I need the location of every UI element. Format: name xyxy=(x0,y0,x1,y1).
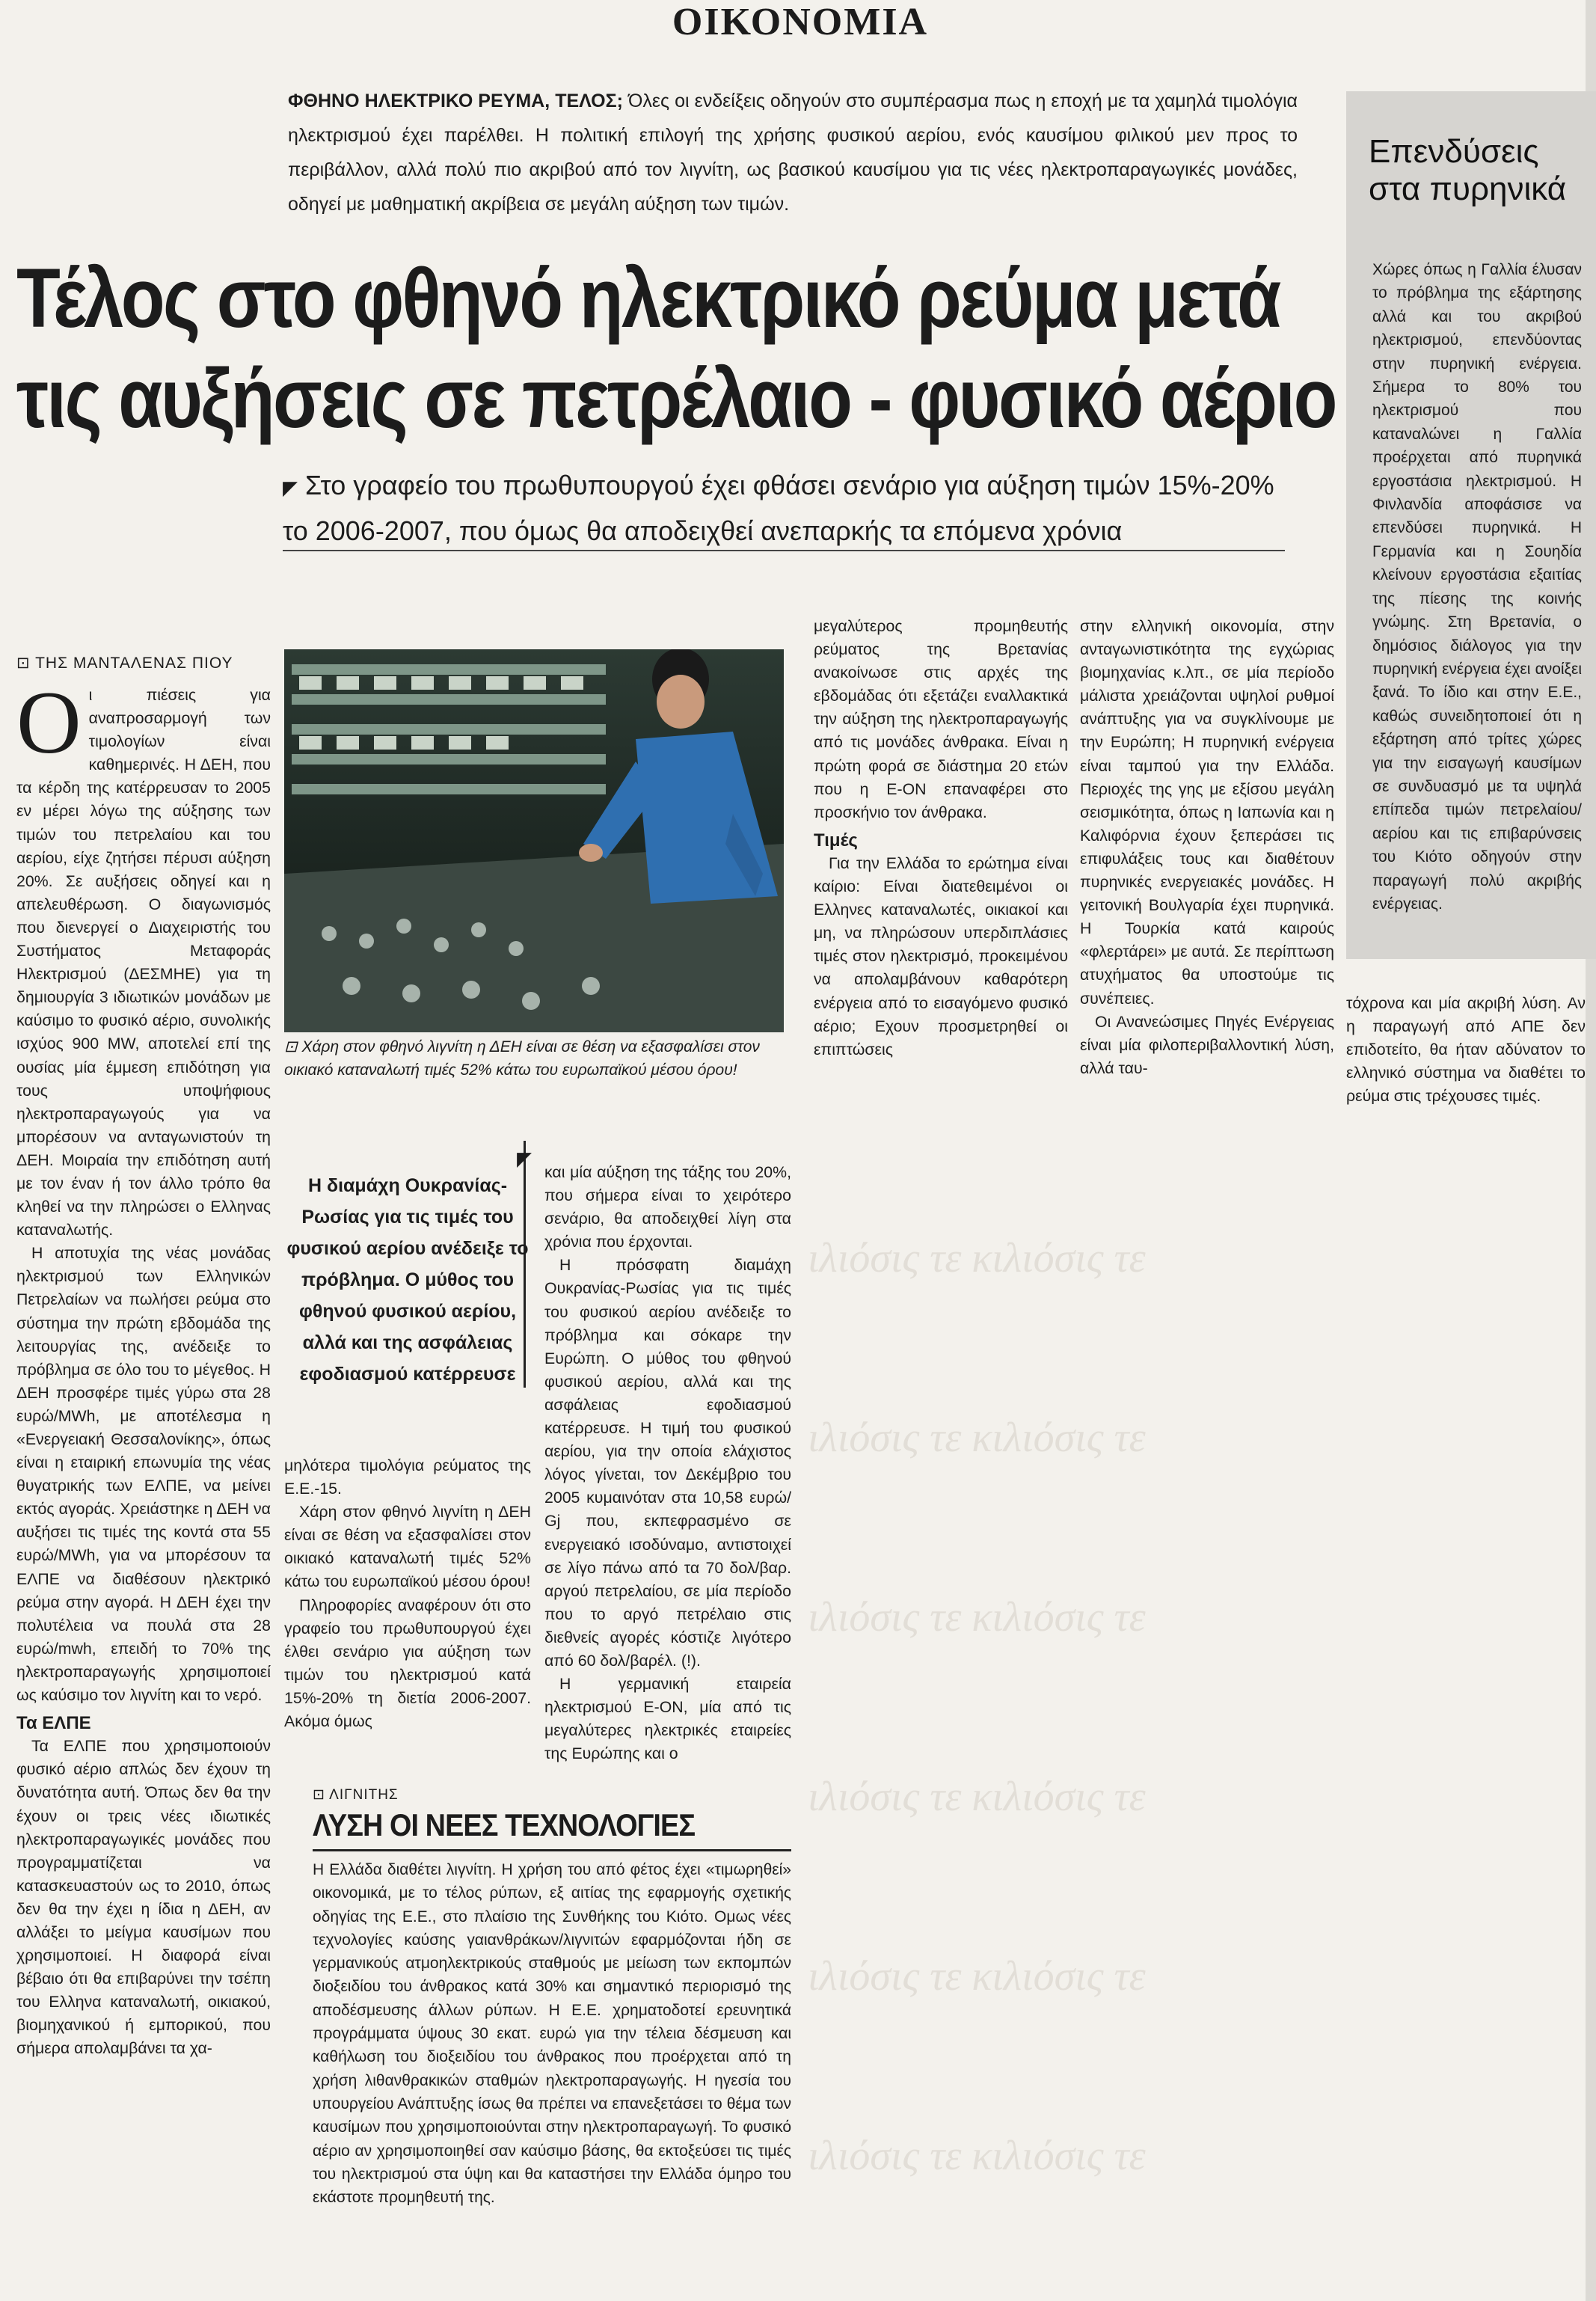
ghost-line-6: ιλιόσις τε κιλιόσις τε xyxy=(808,2133,1146,2179)
pullquote-text: Η διαμάχη Ουκρανίας-Ρωσίας για τις τιμές του φυσικού αερίου ανέδειξε το πρόβλημα. Ο μύθος του φθηνού φυσικού αερίου, αλλά και της ασφάλειας εφοδιασμού κατέρρευσε xyxy=(286,1175,529,1385)
col5-paragraph-1: στην ελληνική οικονομία, στην ανταγωνιστικότητα της εγχώριας βιομηχανίας κ.λπ., σε μία περίοδο μάλιστα χρειάζονται υψηλοί ρυθμοί ανάπτυξης για να συγκλίνουμε με την Ευρώπη; Η πυρηνική ενέργεια είναι ταμπού για την Ελλάδα. Περιοχές της γης με εξίσου μεγάλη σεισμικότητα, όπως η Ιαπωνία και η Καλιφόρνια έχουν ξεπεράσει τις επιφυλάξεις τους και διαθέτουν πυρηνικές ενεργειακές μονάδες. Η γειτονική Βουλγαρία έχει πυρηνικά. Η Τουρκία κατά καιρούς «φλερτάρει» με αυτά. Σε περίπτωση ατυχήματος θα υποστούμε τις συνέπειες. xyxy=(1080,617,1334,1008)
col4-paragraph-1: μεγαλύτερος προμηθευτής ρεύματος της Βρετανίας ανακοίνωσε στις αρχές της εβδομάδας ότι εξετάζει εναλλακτικά την αύξηση της ηλεκτροπαραγωγής από τις μονάδες άνθρακα. Είναι η πρώτη φορά σε διάστημα 20 ετών που η E-ON επαναφέρει στο προσκήνιο τον άνθρακα. xyxy=(814,617,1068,821)
lead-paragraph xyxy=(288,84,1298,221)
lead-text: Όλες οι ενδείξεις οδηγούν στο συμπέρασμα πως η εποχή με τα χαμηλά τιμολόγια ηλεκτρισμού έχει παρέλθει. Η πολιτική επιλογή της χρήσης φυσικού αερίου, ενός καυσίμου φιλικού μεν προς το περιβάλλον, αλλά πολύ πιο ακριβού από τον λιγνίτη, ως βασικού καυσίμου για τις νέες ηλεκτροπαραγωγικές μονάδες, οδηγεί με μαθηματική ακρίβεια σε μεγάλη αύξηση των τιμών. xyxy=(288,91,1298,215)
box-title: ΛΥΣΗ ΟΙ ΝΕΕΣ ΤΕΧΝΟΛΟΓΙΕΣ xyxy=(313,1807,696,1842)
section-label: ΟΙΚΟΝΟΜΙΑ xyxy=(672,1,929,43)
sidebar-body: Χώρες όπως η Γαλλία έλυσαν το πρόβλημα της εξάρτησης αλλά και του ακριβού ηλεκτρισμού, επενδύοντας στην πυρηνική ενέργεια. Σήμερα το 80% του ηλεκτρισμού που καταναλώνει η Γαλλία προέρχεται από πυρηνικά εργοστάσια ηλεκτρισμού. Η Φινλανδία αποφάσισε να επενδύσει πυρηνικά. Η Γερμανία και η Σουηδία κλείνουν εργοστάσια εξαιτίας της πίεσης της κοινής γνώμης. Στη Βρετανία, ο δημόσιος διάλογος για την πυρηνική ενέργεια έχει ανοίξει ξανά. Το ίδιο και στην Ε.Ε., καθώς συνειδητοποιεί ότι η εξάρτηση από τρίτες χώρες για την εισαγωγή καυσίμων σε συνδυασμό με τα υψηλά επίπεδα τιμών πετρελαίου/αερίου και τις επιβαρύνσεις του Κιότο οδηγούν στην παραγωγή πολύ ακριβής ενέργειας. xyxy=(1372,261,1582,913)
col6-paragraph-1: τόχρονα και μία ακριβή λύση. Αν η παραγωγή από ΑΠΕ δεν επιδοτείτο, θα ήταν αδύνατον το ελληνικό σύστημα να διαθέτει το ρεύμα στις τρέχουσες τιμές. xyxy=(1346,994,1586,1106)
photo-illustration xyxy=(284,649,784,1032)
lead-kicker: ΦΘΗΝΟ ΗΛΕΚΤΡΙΚΟ ΡΕΥΜΑ, ΤΕΛΟΣ; xyxy=(288,91,623,111)
col2-paragraph-3: Πληροφορίες αναφέρουν ότι στο γραφείο του πρωθυπουργού έχει έλθει σενάριο για αύξηση των τιμών του ηλεκτρισμού κατά 15%-20% τη διετία 2006-2007. Ακόμα όμως xyxy=(284,1596,531,1731)
box-body: Η Ελλάδα διαθέτει λιγνίτη. Η χρήση του από φέτος έχει «τιμωρηθεί» οικονομικά, με το τέλος ρύπων, εξ αιτίας της εφαρμογής σχετικής οδηγίας της Ε.Ε., στο πλαίσιο της Συνθήκης του Κιότο. Ομως νέες τεχνολογίες καύσης γαιανθράκων/λιγνιτών εφαρμόζονται ήδη σε γερμανικούς ατμοηλεκτρικούς σταθμούς με μείωση των εκπομπών διοξειδίου του άνθρακος κατά 30% και σημαντικό περιορισμό της αποδέσμευσης άλλων ρύπων. Η Ε.Ε. χρηματοδοτεί ερευνητικά προγράμματα ύψους 30 εκατ. ευρώ για την τέλεια δέσμευση και καθήλωση του διοξειδίου του άνθρακος που προέρχεται από τη χρήση λιθανθρακικών σταθμών ηλεκτροπαραγωγής. Η ηγεσία του υπουργείου Ανάπτυξης ίσως θα πρέπει να επανεξετάσει το θέμα των καυσίμων που χρησιμοποιούνται στην ηλεκτροπαραγωγή. Το φυσικό αέριο αν χρησιμοποιηθεί σαν καύσιμο βάσης, θα εκτοξεύσει τις τιμές του ηλεκτρισμού στα ύψη και θα καταστήσει την Ελλάδα όμηρο του εκάστοτε προμηθευτή της. xyxy=(313,1861,791,2207)
column-1 xyxy=(16,672,271,2061)
ghost-line-4: ιλιόσις τε κιλιόσις τε xyxy=(808,1774,1146,1820)
ghost-line-2: ιλιόσις τε κιλιόσις τε xyxy=(808,1415,1146,1461)
box-rule xyxy=(313,1849,791,1851)
box-label-text: ΛΙΓΝΙΤΗΣ xyxy=(329,1787,399,1803)
col3-paragraph-2: Η πρόσφατη διαμάχη Ουκρανίας-Ρωσίας για τις τιμές του φυσικού αερίου ανέδειξε το πρόβλημα και σόκαρε την Ευρώπη. Ο μύθος του φθηνού φυσικού αερίου, αλλά και της ασφάλειας εφοδιασμού κατέρρευσε. Η τιμή του φυσικού αερίου, για την οποία ελάχιστος λόγος γίνεται, τον Δεκέμβριο του 2005 κυμαινόταν στα 10,58 ευρώ/ Gj που, εκπεφρασμένο σε ενεργειακό ισοδύναμο, αντιστοιχεί σε λίγο πάνω από τα 70 δολ/βαρ. αργού πετρελαίου, σε μία περίοδο που το αργό πετρέλαιο στις διεθνείς αγορές κόστιζε λιγότερο από 60 δολ/βαρέλ. (!). xyxy=(544,1256,791,1670)
col5-paragraph-2: Οι Ανανεώσιμες Πηγές Ενέργειας είναι μία φιλοπεριβαλλοντική λύση, αλλά ταυ- xyxy=(1080,1012,1334,1077)
drop-cap: Ο xyxy=(16,672,82,772)
col2-paragraph-2: Χάρη στον φθηνό λιγνίτη η ΔΕΗ είναι σε θέση να εξασφαλίσει στον οικιακό καταναλωτή τιμές 52% κάτω του ευρωπαϊκού μέσου όρου! xyxy=(284,1503,531,1591)
caption-text: Χάρη στον φθηνό λιγνίτη η ΔΕΗ είναι σε θέση να εξασφαλίσει στον οικιακό καταναλωτή τιμές 52% κάτω του ευρωπαϊκού μέσου όρου! xyxy=(284,1038,760,1079)
photo-caption xyxy=(284,1035,784,1082)
byline-text: ΤΗΣ ΜΑΝΤΑΛΕΝΑΣ ΠΙΟΥ xyxy=(35,655,233,672)
subhead-text: Στο γραφείο του πρωθυπουργού έχει φθάσει σενάριο για αύξηση τιμών 15%-20% το 2006-2007, που όμως θα αποδειχθεί ανεπαρκής τα επόμενα χρόνια xyxy=(283,470,1274,546)
photo-control-room xyxy=(284,649,784,1032)
headline xyxy=(16,248,1336,449)
col4-paragraph-2: Για την Ελλάδα το ερώτημα είναι καίριο: Είναι διατεθειμένοι οι Ελληνες καταναλωτές, οικιακοί και μη, να πληρώσουν υπερδιπλάσιες τιμές στον ηλεκτρισμό, προκειμένου να απολαμβάνουν καθαρότερη ενέργεια από το εισαγόμενο φυσικό αέριο; Εχουν προσμετρηθεί οι επιπτώσεις xyxy=(814,854,1068,1058)
col1-paragraph-1: ι πιέσεις για αναπροσαρμογή των τιμολογίων είναι καθημερινές. Η ΔΕΗ, που τα κέρδη της κατέρρευσαν το 2005 εν μέρει λόγω της αύξησης των τιμών του πετρελαίου και του αερίου, είχε ζητήσει πέρυσι αύξηση 20%. Σε αυξήσεις οδηγεί και η απελευθέρωση. Ο διαγωνισμός που διενεργεί ο Διαχειριστής του Συστήματος Μεταφοράς Ηλεκτρισμού (ΔΕΣΜΗΕ) για τη δημιουργία 3 ιδιωτικών μονάδων με καύσιμο το φυσικό αέριο, συνολικής ισχύος 900 MW, αποτελεί επί της ουσίας μία έμμεση επιδότηση για τους υποψήφιους ηλεκτροπαραγωγούς για να μπορέσουν να ανταγωνιστούν τη ΔΕΗ. Μοιραία την επιδότηση αυτή με τον έναν ή τον άλλο τρόπο θα κληθεί να την πληρώσει ο Ελληνας καταναλωτής. xyxy=(16,686,271,1240)
col4-subhead: Τιμές xyxy=(814,830,858,851)
subhead-rule xyxy=(283,550,1285,551)
column-6 xyxy=(1346,992,1586,1108)
box-label xyxy=(313,1786,399,1804)
subhead-marker-icon: ◤ xyxy=(283,477,298,499)
column-2 xyxy=(284,1454,531,1733)
headline-line-2: τις αυξήσεις σε πετρέλαιο - φυσικό αέριο xyxy=(16,352,1336,445)
byline xyxy=(16,654,293,672)
subheadline xyxy=(283,464,1292,553)
col1-paragraph-2: Η αποτυχία της νέας μονάδας ηλεκτρισμού των Ελληνικών Πετρελαίων να πωλήσει ρεύμα στο σύστημα την πρώτη εβδομάδα της λειτουργίας της, ανέδειξε το πρόβλημα σε όλο του το μέγεθος. Η ΔΕΗ προσφέρε τιμές γύρω στα 28 ευρώ/MWh, με αποτέλεσμα η «Ενεργειακή Θεσσαλονίκης», όπως είναι η εταιρική επωνυμία της νέας θυγατρικής των ΕΛΠΕ, να μείνει εκτός αγοράς. Χρειάστηκε η ΔΕΗ να αυξήσει τις τιμές της κοντά στα 55 ευρώ/MWh, για να μπορέσουν τα ΕΛΠΕ να διαθέσουν ηλεκτρικό ρεύμα στην αγορά. Η ΔΕΗ έχει την πολυτέλεια να πουλά στα 28 ευρώ/mwh, επειδή το 70% της ηλεκτροπαραγωγής χρησιμοποιεί ως καύσιμο τον λιγνίτη και το νερό. xyxy=(16,1244,271,1705)
box-label-icon: ⊡ xyxy=(313,1787,325,1803)
col3-paragraph-1: και μία αύξηση της τάξης του 20%, που σήμερα είναι το χειρότερο σενάριο, θα αποδειχθεί λίγη στα χρόνια που έρχονται. xyxy=(544,1163,791,1251)
column-4 xyxy=(814,615,1068,1061)
caption-icon: ⊡ xyxy=(284,1038,298,1055)
sidebar-title: Επενδύσεις στα πυρηνικά xyxy=(1369,133,1567,207)
ghost-line-5: ιλιόσις τε κιλιόσις τε xyxy=(808,1953,1146,2000)
col2-paragraph-1: μηλότερα τιμολόγια ρεύματος της Ε.Ε.-15. xyxy=(284,1456,531,1498)
col3-paragraph-3: Η γερμανική εταιρεία ηλεκτρισμού E-ON, μία από τις μεγαλύτερες ηλεκτρικές εταιρείες της Ευρώπης και ο xyxy=(544,1675,791,1763)
pullquote-marker-icon: ◤ xyxy=(517,1149,531,1169)
show-through-pattern xyxy=(808,1227,1586,2274)
byline-icon: ⊡ xyxy=(16,655,31,672)
col1-paragraph-3: Τα ΕΛΠΕ που χρησιμοποιούν φυσικό αέριο απλώς δεν έχουν τη δυνατότητα αυτή. Όπως δεν θα την έχουν οι τρεις νέες ιδιωτικές ηλεκτροπαραγωγικές μονάδες που προγραμματίζεται να κατασκευαστούν ως το 2010, όπως δεν θα την έχει η ίδια η ΔΕΗ, αν αλλάξει το μείγμα καυσίμων που χρησιμοποιεί. Η διαφορά είναι βέβαιο ότι θα επιβαρύνει την τσέπη του Ελληνα καταναλωτή, οικιακού, βιομηχανικού ή εμπορικού, που σήμερα απολαμβάνει τα χα- xyxy=(16,1737,271,2058)
ghost-line-1: ιλιόσις τε κιλιόσις τε xyxy=(808,1235,1146,1281)
pullquote xyxy=(284,1149,531,1390)
headline-line-1: Τέλος στο φθηνό ηλεκτρικό ρεύμα μετά xyxy=(16,251,1280,345)
ghost-line-3: ιλιόσις τε κιλιόσις τε xyxy=(808,1594,1146,1640)
column-3 xyxy=(544,1161,791,1765)
column-5 xyxy=(1080,615,1334,1080)
col1-subhead: Τα ΕΛΠΕ xyxy=(16,1713,91,1734)
show-through-texture xyxy=(808,1227,1586,2285)
